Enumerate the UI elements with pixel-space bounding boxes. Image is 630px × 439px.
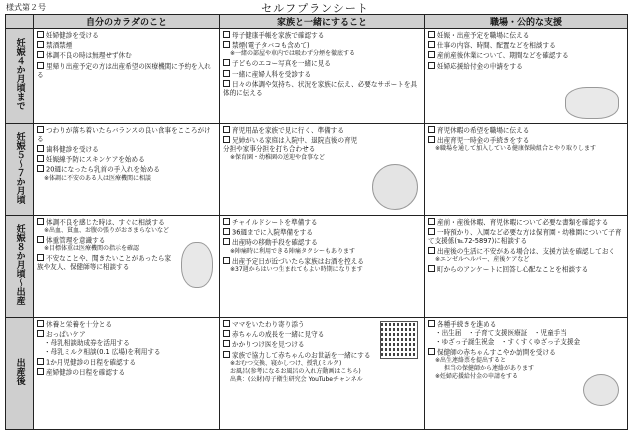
checklist-item[interactable]: 体重管理を意識する [37,236,216,245]
checklist-item[interactable]: 各種手続きを進める [428,320,624,329]
checklist-item[interactable]: 妊娠・出産予定を職場に伝える [428,31,624,40]
sub-item: ・母乳相談助成券を活用する [44,339,130,348]
checklist-item[interactable]: 歯科健診を受ける [37,145,216,154]
note-text: ※目標体重は医療機関の指示を確認 [44,245,140,253]
checklist-item[interactable]: 育児休暇の希望を職場に伝える [428,126,624,135]
checkbox-icon[interactable] [37,236,44,243]
checklist-item[interactable]: 休養と栄養を十分とる [37,320,216,329]
checklist-item[interactable]: 20週になったら乳首の手入れを始める [37,165,216,174]
checkbox-icon[interactable] [428,348,435,355]
checkbox-icon[interactable] [428,265,435,272]
form-number: 様式第２号 [6,3,46,12]
checkbox-icon[interactable] [428,62,435,69]
family-cell-early [220,29,425,124]
note-text: ※陣痛時に利用できる陣痛タクシーもあります [230,247,356,255]
family-cell-mid [220,124,425,216]
checkbox-icon[interactable] [37,62,44,69]
checkbox-icon[interactable] [37,51,44,58]
checklist-item[interactable]: 里帰り出産予定の方は出産希望の医療機関に予約を入れる [37,62,211,79]
sub-item: ・母乳ミルク相談(0.1 広場)を利用する [44,348,161,357]
checklist-item[interactable]: 妊娠線予防にスキンケアを始める [37,155,216,164]
note-text: お風呂(参考になるお風呂の入れ方動画はこちら) [230,367,361,375]
checklist-item[interactable]: かかりつけ医を見つける [223,340,421,349]
checkbox-icon[interactable] [223,136,230,143]
checklist-item[interactable]: 出産育児一時金の手続きをする [428,136,624,145]
support-cell-early [425,29,628,124]
note-text: ※職場を通して加入している健康保険組合とやり取りします [435,145,597,153]
pregnant-woman-illustration [181,242,213,288]
checkbox-icon[interactable] [223,228,230,235]
checklist-item[interactable]: 1か月児健診の日程を確認する [37,358,216,367]
note-text: ※一緒の部屋や車内では吸わず分煙を徹底する [230,50,356,58]
checkbox-icon[interactable] [223,126,230,133]
checklist-item[interactable]: 出産予定日が近づいたら家族はお酒を控える [223,257,421,266]
note-text: ※保育園・幼稚園の送迎や食事など [230,154,326,162]
checklist-item[interactable]: 妊婦健診を受ける [37,31,216,40]
checkbox-icon[interactable] [428,320,435,327]
checklist-item[interactable]: 出産時の移動手段を確認する [223,238,421,247]
baby-illustration [583,374,619,406]
self-cell-mid [34,124,220,216]
checklist-item[interactable]: 母子健康手帳を家族で確認する [223,31,421,40]
corner-cell [6,15,34,29]
support-cell-late [425,216,628,318]
qr-code-icon[interactable] [380,321,418,359]
checklist-item[interactable]: 育児用品を家族で見に行く、準備する [223,126,421,135]
note-text: ※37週からはいつ生まれてもよい時期になります [230,265,363,273]
note-text: ※エンゼルヘルパー、産後ケアなど [435,256,530,264]
checkbox-icon[interactable] [37,41,44,48]
checkbox-icon[interactable] [428,136,435,143]
checklist-item[interactable]: 妊婦応援給付金の申請をする [428,62,624,71]
source-text: 出典：(公財)母子衛生研究会 YouTubeチャンネル [230,375,363,383]
checklist-item[interactable]: 禁酒禁煙 [37,41,216,50]
row-label-after: 出産後 [6,318,34,430]
note-text: ※出生連絡票を提出すると [435,356,507,364]
checkbox-icon[interactable] [37,330,44,337]
checkbox-icon[interactable] [428,228,435,235]
note-text: ※おむつ交換、寝かしつけ、授乳(ミルク) [230,359,342,367]
mouse-family-illustration [565,87,619,119]
checkbox-icon[interactable] [37,126,44,133]
col-header-self: 自分のカラダのこと [34,15,220,29]
checkbox-icon[interactable] [223,320,230,327]
col-header-family: 家族と一緒にすること [220,15,425,29]
checklist-item[interactable]: つわりが落ち着いたらバランスの良い食事をこころがける [37,126,211,144]
family-cell-after [220,318,425,430]
checklist-item[interactable]: 産前産後休業について、期間などを確認する [428,51,624,60]
checkbox-icon[interactable] [37,254,44,261]
checkbox-icon[interactable] [223,257,230,264]
col-header-support: 職場・公的な支援 [425,15,628,29]
page-title: セルフプランシート [261,2,369,15]
checklist-item[interactable]: おっぱいケア [37,330,216,339]
checklist-item[interactable]: 一緒に産婦人科を受診する [223,70,421,79]
checkbox-icon[interactable] [223,80,230,87]
checkbox-icon[interactable] [37,31,44,38]
support-cell-after [425,318,628,430]
checkbox-icon[interactable] [223,218,230,225]
checklist-item[interactable]: 仕事の内容、時間、配置などを相談する [428,41,624,50]
row-label-late: 妊娠８か月頃〜出産 [6,216,34,318]
checkbox-icon[interactable] [223,351,230,358]
checklist-item[interactable]: 出産後の生活に不安がある場合は、支援方法を確認しておく [428,247,624,256]
checklist-item[interactable]: 不安なことや、聞きたいことがあったら家族や友人、保健師等に相談する [37,254,172,272]
checklist-item[interactable]: 家族で協力して赤ちゃんのお世話を一緒にする [223,351,421,360]
checkbox-icon[interactable] [428,41,435,48]
family-cell-late [220,216,425,318]
checkbox-icon[interactable] [223,340,230,347]
checklist-item[interactable]: 日々の体調や気持ち、状況を家族に伝え、必要なサポートを具体的に伝える [223,80,418,97]
checklist-item[interactable]: 体調不良を感じた時は、すぐに相談する [37,218,216,227]
checklist-item[interactable]: チャイルドシートを準備する [223,218,421,227]
checkbox-icon[interactable] [37,155,44,162]
support-cell-mid [425,124,628,216]
plan-table [5,14,628,430]
checklist-item[interactable]: 町からのアンケートに回答し心配なことを相談する [428,265,624,274]
checkbox-icon[interactable] [37,218,44,225]
checkbox-icon[interactable] [223,59,230,66]
checkbox-icon[interactable] [37,145,44,152]
self-cell-early [34,29,220,124]
row-label-early: 妊娠４か月頃まで [6,29,34,124]
checklist-item[interactable]: 体調不良の時は無理せず休む [37,51,216,60]
checkbox-icon[interactable] [428,218,435,225]
note-text: ※出血、貧血、お腹の張りがおさまらないなど [44,227,170,235]
self-cell-after [34,318,220,430]
checkbox-icon[interactable] [223,330,230,337]
note-text: ※妊婦応援給付金の申請をする [435,372,519,380]
checkbox-icon[interactable] [37,320,44,327]
checklist-item[interactable]: 一時預かり、入園など必要な方は保育園・幼稚園について子育て支援係(℡72-5897)に相談する [428,228,622,246]
checkbox-icon[interactable] [223,70,230,77]
checklist-item[interactable]: 赤ちゃんの成長を一緒に見守る [223,330,421,339]
sub-item: ・ゆざっ子誕生祝金 ・すくすくゆざっ子支援金 [435,337,581,346]
family-illustration [372,164,418,210]
checkbox-icon[interactable] [428,126,435,133]
checklist-item[interactable]: 禁煙(電子タバコも含めて) [223,41,421,50]
sub-item: ・出生届 ・子育て支援医療証 ・児童手当 [435,329,567,338]
checkbox-icon[interactable] [37,358,44,365]
checkbox-icon[interactable] [37,165,44,172]
checklist-item[interactable]: 産婦健診の日程を確認する [37,368,216,377]
checkbox-icon[interactable] [37,368,44,375]
note-text: ※体調に不安のある人は医療機関に相談 [44,174,152,182]
checkbox-icon[interactable] [428,31,435,38]
checklist-item[interactable]: 兄姉がいる家庭は入院中、退院直後の育児分担や家事分担を打ち合わせる [223,136,358,154]
checkbox-icon[interactable] [428,51,435,58]
checkbox-icon[interactable] [223,41,230,48]
self-cell-late [34,216,220,318]
checklist-item[interactable]: 産前・産後休暇、育児休暇について必要な書類を確認する [428,218,624,227]
checklist-item[interactable]: 36週までに入院準備をする [223,228,421,237]
note-text: 担当の保健師から連絡があります [444,364,535,372]
checkbox-icon[interactable] [223,238,230,245]
checklist-item[interactable]: ママをいたわり寄り添う [223,320,421,329]
checklist-item[interactable]: 保健師の赤ちゃんすこやか訪問を受ける [428,348,624,357]
checkbox-icon[interactable] [428,247,435,254]
row-label-mid: 妊娠５〜７か月頃 [6,124,34,216]
checklist-item[interactable]: 子どものエコー写真を一緒に見る [223,59,421,68]
checkbox-icon[interactable] [223,31,230,38]
